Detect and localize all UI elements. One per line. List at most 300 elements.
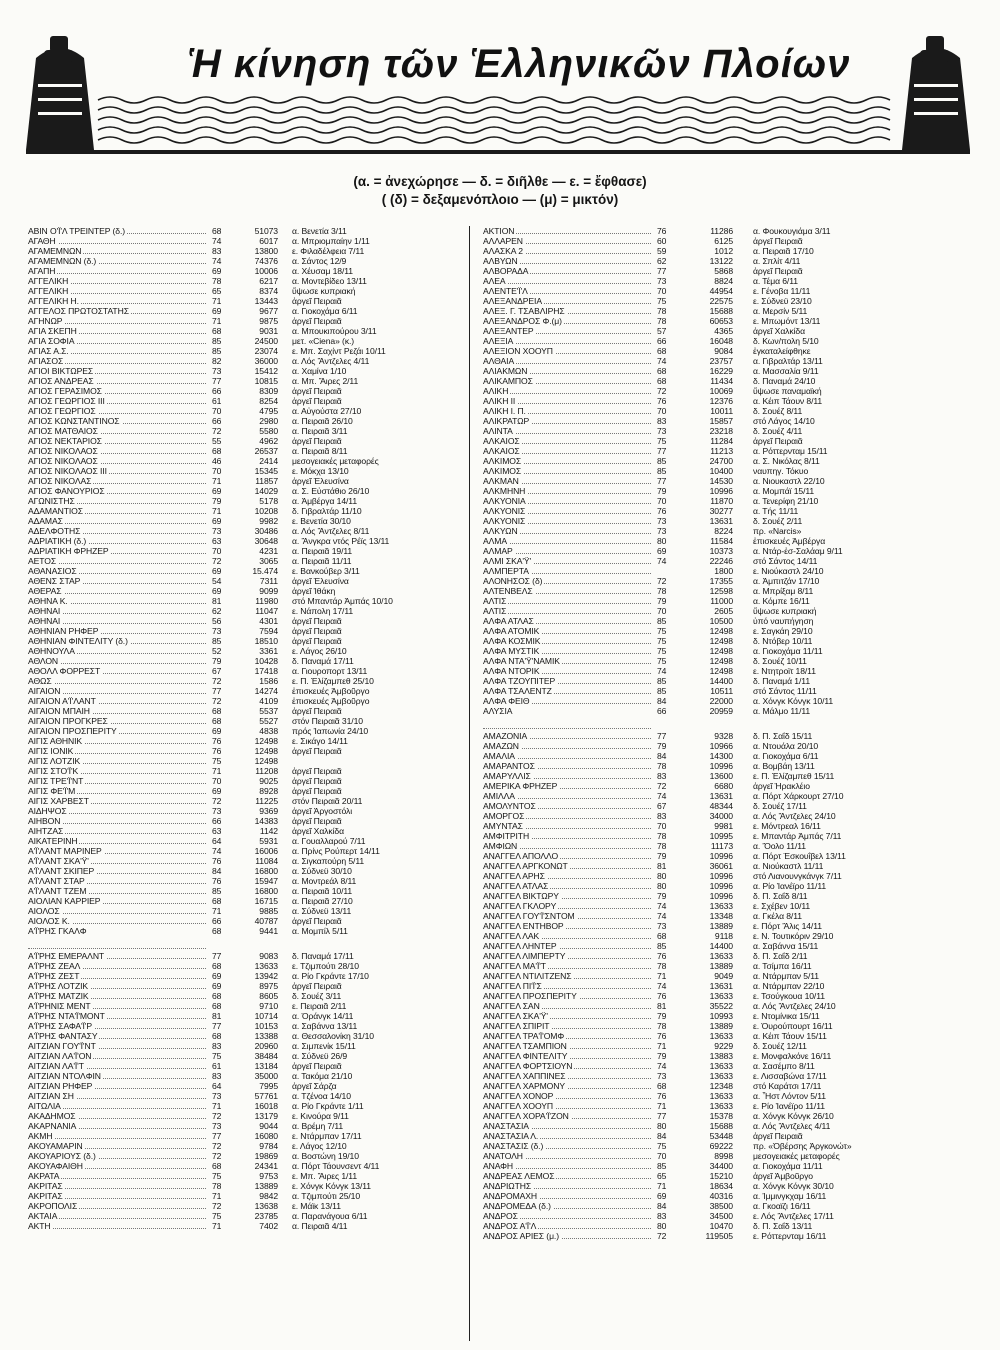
ship-name: ΑΝΑΤΟΛΗ (483, 1151, 653, 1161)
ship-name: ΑΛΜΑ (483, 536, 653, 546)
ship-tonnage: 13122 (709, 256, 733, 266)
ship-row (483, 1101, 953, 1111)
ship-row (28, 776, 458, 786)
ship-status: ε. Μόκχα 13/10 (292, 466, 349, 476)
ship-status: ε. Βανκούβερ 3/11 (292, 566, 360, 576)
ship-name: ΑΛΕΞΑΝΔΡΕΙΑ (483, 296, 653, 306)
ship-year: 75 (657, 626, 667, 636)
ship-row (28, 1071, 458, 1081)
ship-row (483, 901, 953, 911)
ship-name: ΑΓΙΑ ΣΚΕΠΗ (28, 326, 208, 336)
ship-status: ἀργεῖ Πειραιᾶ (292, 746, 342, 756)
ship-year: 74 (657, 556, 667, 566)
ship-year: 68 (212, 961, 222, 971)
ship-status: ε. Σικάγο 14/11 (292, 736, 348, 746)
ship-tonnage: 8309 (259, 386, 278, 396)
ship-tonnage: 9118 (714, 931, 733, 941)
ship-tonnage: 69222 (709, 1141, 733, 1151)
ship-year: 70 (212, 546, 222, 556)
ship-row (483, 851, 953, 861)
ship-year: 75 (657, 636, 667, 646)
ship-name: ΑΔΡΙΑΤΙΚΗ (δ.) (28, 536, 208, 546)
ship-row (483, 476, 953, 486)
ship-row (483, 731, 953, 741)
ship-row (28, 1151, 458, 1161)
ship-status: α. Χέυσαμ 18/11 (292, 266, 353, 276)
ship-tonnage: 53448 (709, 1131, 733, 1141)
ship-tonnage: 9710 (259, 1001, 278, 1011)
ship-name: ΑΛΚΙΜΟΣ (483, 466, 653, 476)
ship-year: 56 (212, 616, 222, 626)
ship-row (28, 496, 458, 506)
ship-row (483, 831, 953, 841)
ship-status: δ. Σουέζ 8/11 (753, 406, 803, 416)
ship-status: ἀργεῖ Πειραιᾶ (292, 616, 342, 626)
ship-row (483, 586, 953, 596)
ship-status: ἀργεῖ Πειραιᾶ (292, 816, 342, 826)
ship-status: α. Πειραιᾶ 26/10 (292, 416, 353, 426)
ship-status: ἀργεῖ Χαλκίδα (753, 326, 805, 336)
ship-name: ΑΝΑΓΓΕΛ ΣΠΙΡΙΤ (483, 1021, 653, 1031)
ship-name: ΑΙΟΛΟΣ (28, 906, 208, 916)
ship-tonnage: 34000 (709, 811, 733, 821)
ship-row (28, 686, 458, 696)
ship-year: 76 (657, 991, 667, 1001)
ship-name: ΑΛΦΑ ΝΤΑ'Ϋ'ΝΑΜΙΚ (483, 656, 653, 666)
ship-row (483, 1131, 953, 1141)
ship-year: 85 (657, 466, 667, 476)
ship-row (483, 316, 953, 326)
ship-name: ΑΛΚΥΟΝΙΣ (483, 506, 653, 516)
ship-name: ΑΛΚΥΩΝ (483, 526, 653, 536)
ship-status: α. Σ. Νικόλας 8/11 (753, 456, 820, 466)
ship-row (483, 336, 953, 346)
ship-row (483, 1191, 953, 1201)
ship-tonnage: 13889 (709, 961, 733, 971)
ship-status: ἀργεῖ Ἰθάκη (292, 586, 336, 596)
ship-status: ε. Χόνγκ Κόνγκ 13/11 (292, 1181, 371, 1191)
ship-year: 77 (657, 1111, 667, 1121)
ship-year: 69 (212, 971, 222, 981)
ship-status: ἀργεῖ Πειραιᾶ (292, 776, 342, 786)
ship-year: 78 (657, 1021, 667, 1031)
ship-year: 69 (657, 1191, 667, 1201)
ship-status: α. Γιβραλτάρ 13/11 (753, 356, 823, 366)
ship-name: Α'Ϊ'ΛΑΝΤ ΜΑΡΙΝΕΡ (28, 846, 208, 856)
ship-tonnage: 14300 (709, 751, 733, 761)
ship-tonnage: 16800 (254, 886, 278, 896)
ship-year: 70 (657, 821, 667, 831)
ship-year: 71 (657, 1041, 667, 1051)
ship-name: ΑΓΙΟΣ ΓΕΡΑΣΙΜΟΣ (28, 386, 208, 396)
ship-status: α. Θεσσαλονίκη 31/10 (292, 1031, 374, 1041)
ship-status: α. Μομπάϊ 15/11 (753, 486, 815, 496)
ship-row (28, 1041, 458, 1051)
ship-row (483, 931, 953, 941)
ship-status: α. Τσίμπα 16/11 (753, 961, 812, 971)
ship-year: 62 (657, 256, 667, 266)
ship-row (483, 236, 953, 246)
ship-tonnage: 11225 (255, 796, 278, 806)
ship-tonnage: 11434 (710, 376, 733, 386)
ship-tonnage: 5931 (259, 836, 278, 846)
ship-name: ΑΜΑΛΙΑ (483, 751, 653, 761)
ship-status: α. Βομβάη 13/11 (753, 761, 815, 771)
ship-tonnage: 10400 (709, 466, 733, 476)
ship-tonnage: 8824 (714, 276, 733, 286)
ship-status: α. Ρόττερνταμ 15/11 (753, 446, 828, 456)
ship-status: μεσογειακές μεταφορές (292, 456, 379, 466)
ship-year: 81 (212, 596, 222, 606)
ship-tonnage: 8928 (259, 786, 278, 796)
ship-name: ΑΓΙΟΣ ΓΕΩΡΓΙΟΣ (28, 406, 208, 416)
ship-status: α. Ὄολο 11/11 (753, 841, 806, 851)
ship-status: ε. Βενετία 30/10 (292, 516, 351, 526)
ship-row (28, 756, 458, 766)
ship-tonnage: 10993 (709, 1011, 733, 1021)
ship-status: ε. Λισσαβώνα 17/11 (753, 1071, 827, 1081)
ship-year: 78 (657, 306, 667, 316)
ship-status: α. Πειραιᾶ 8/11 (292, 446, 348, 456)
ship-row (28, 1181, 458, 1191)
ship-status: α. Ρίο Γκράντε 1/11 (292, 1101, 364, 1111)
ship-status: α. Μερσίν 5/11 (753, 306, 808, 316)
ship-status: α. Σασέμπο 8/11 (753, 1061, 815, 1071)
ship-name: ΑΙΓΙΣ ΙΟΝΙΚ (28, 746, 208, 756)
ship-status: α. Τακόμα 21/10 (292, 1071, 353, 1081)
ship-status: ε. Ρίο Ἰανέϊρο 11/11 (753, 1101, 825, 1111)
ship-year: 73 (212, 366, 222, 376)
ship-tonnage: 35000 (254, 1071, 278, 1081)
ship-tonnage: 12598 (709, 586, 733, 596)
ship-name: ΑΛΘΑΙΑ (483, 356, 653, 366)
ship-row (483, 1021, 953, 1031)
ship-row (28, 676, 458, 686)
ship-name: ΑΚΤΑΙΑ (28, 1211, 208, 1221)
ship-name: ΑΜΑΡΥΛΛΙΣ (483, 771, 653, 781)
ship-row (483, 516, 953, 526)
ship-status: α. Ρίο Γκράντε 17/10 (292, 971, 369, 981)
ship-name: ΑΛΦΑ ΚΟΣΜΙΚ (483, 636, 653, 646)
ship-status (278, 756, 458, 766)
ship-row (28, 856, 458, 866)
ship-year: 68 (212, 896, 222, 906)
ship-status: ἀργεῖ Πειραιᾶ (292, 981, 342, 991)
ship-row (28, 906, 458, 916)
ship-status: ε. Τζιμπούτι 28/10 (292, 961, 359, 971)
ship-row (28, 991, 458, 1001)
ship-row (28, 276, 458, 286)
ship-status: δ. Παναμά 1/11 (753, 676, 810, 686)
ship-status: δ. Ντόβερ 10/11 (753, 636, 813, 646)
ship-row (483, 226, 953, 236)
ship-status: α. Ὀράνγκ 14/11 (292, 1011, 354, 1021)
ship-name: ΑΙΔΗΨΟΣ (28, 806, 208, 816)
ship-status: α. Σάντος 12/9 (292, 256, 347, 266)
ship-row (28, 296, 458, 306)
ship-name: ΑΙΤΖΙΑΝ ΝΤΟΛΦΙΝ (28, 1071, 208, 1081)
ship-tonnage: 10996 (709, 761, 733, 771)
ship-year: 75 (212, 1211, 222, 1221)
ship-status: α. Κόμπε 16/11 (753, 596, 810, 606)
ship-status: ἀργεῖ Πειραιᾶ (292, 1061, 342, 1071)
ship-row (28, 636, 458, 646)
ship-name: Α'Ϊ'ΛΑΝΤ ΣΚΙΠΕΡ (28, 866, 208, 876)
ship-status: δ. Σουέζ 10/11 (753, 656, 807, 666)
ship-tonnage: 4231 (259, 546, 278, 556)
ship-year: 77 (657, 476, 667, 486)
ship-row (28, 576, 458, 586)
legend-line-1: (α. = ἀνεχώρησε — δ. = διῆλθε — ε. = ἔφθασε) (353, 174, 647, 189)
ship-tonnage: 34400 (709, 1161, 733, 1171)
ship-tonnage: 14530 (709, 476, 733, 486)
ship-row (28, 646, 458, 656)
ship-name: ΑΛΤΕΝΒΕΛΣ (483, 586, 653, 596)
ship-year: 66 (657, 336, 667, 346)
ship-year: 70 (212, 406, 222, 416)
ship-status: ε. Ν. Τουτικόριν 29/10 (753, 931, 834, 941)
ship-row (28, 656, 458, 666)
ship-year: 78 (212, 1181, 222, 1191)
ship-tonnage: 23074 (254, 346, 278, 356)
ship-status: α. Πόρτ Τάουνσεντ 4/11 (292, 1161, 380, 1171)
ship-year: 71 (212, 506, 222, 516)
ship-tonnage: 10815 (254, 376, 278, 386)
ship-row (28, 1201, 458, 1211)
ship-year: 72 (212, 1151, 222, 1161)
ship-row (483, 626, 953, 636)
ship-status: α. Ντουάλα 20/10 (753, 741, 819, 751)
ship-tonnage: 12498 (709, 636, 733, 646)
ship-status: α. Σαβάννα 13/11 (292, 1021, 358, 1031)
ship-tonnage: 6680 (714, 781, 733, 791)
ship-tonnage: 4109 (259, 696, 278, 706)
ship-name: ΑΘΩΣ (28, 676, 208, 686)
ship-name: ΑΓΙΟΣ ΑΝΔΡΕΑΣ (28, 376, 208, 386)
ship-tonnage: 10714 (254, 1011, 278, 1021)
ship-year: 75 (212, 1051, 222, 1061)
ship-year: 70 (657, 1151, 667, 1161)
ship-tonnage: 8374 (259, 286, 278, 296)
ship-status: ε. Σχέβεν 10/11 (753, 901, 811, 911)
column-divider (469, 226, 470, 1341)
ship-tonnage: 24500 (254, 336, 278, 346)
ship-row (28, 466, 458, 476)
ship-status: δ. Π. Σαΐδ 2/11 (753, 951, 808, 961)
ship-status: ε. Ὀυρούπουρτ 16/11 (753, 1021, 833, 1031)
ship-name: ΑΝΑΓΓΕΛ ΛΗΝΤΕΡ (483, 941, 653, 951)
ship-year: 74 (657, 981, 667, 991)
ship-name: ΑΘΗΝΑΙ (28, 606, 208, 616)
ship-row (483, 306, 953, 316)
ship-row (28, 376, 458, 386)
ship-tonnage: 22575 (709, 296, 733, 306)
ship-status: δ. Σουέζ 12/11 (753, 1041, 807, 1051)
ship-tonnage: 9328 (714, 731, 733, 741)
ship-status: ἀργεῖ Πειραιᾶ (292, 316, 342, 326)
ship-tonnage: 13600 (709, 771, 733, 781)
ship-year: 60 (657, 236, 667, 246)
ship-name: ΑΛΚΜΗΝΗ (483, 486, 653, 496)
ship-row (483, 466, 953, 476)
ship-tonnage: 3065 (259, 556, 278, 566)
ship-name: ΑΚΟΥΑΡΙΟΥΣ (δ.) (28, 1151, 208, 1161)
ship-status: ἀργεῖ Πειραιᾶ (292, 296, 342, 306)
ship-row (483, 406, 953, 416)
ship-year: 78 (657, 841, 667, 851)
ship-name: ΑΓΩΝΙΣΤΗΣ (28, 496, 208, 506)
ship-row (483, 686, 953, 696)
ship-row (483, 366, 953, 376)
ship-year: 75 (657, 436, 667, 446)
ship-tonnage: 7402 (259, 1221, 278, 1231)
ship-name: ΑΘΗΝΟΥΛΑ (28, 646, 208, 656)
ship-row (483, 741, 953, 751)
ship-row (483, 801, 953, 811)
ship-name: ΑΝΑΓΓΕΛ ΧΟΡΑ'Ϊ'ΖΟΝ (483, 1111, 653, 1121)
ship-tonnage: 5178 (259, 496, 278, 506)
ship-tonnage: 6125 (714, 236, 733, 246)
ship-tonnage: 30486 (254, 526, 278, 536)
ship-row (483, 871, 953, 881)
ship-status: α. Γιουροπορτ 13/11 (292, 666, 368, 676)
ship-row (28, 1121, 458, 1131)
ship-status: α. Σαβάννα 15/11 (753, 941, 819, 951)
ship-year: 72 (212, 796, 222, 806)
ship-name: ΑΜΑΡΑΝΤΟΣ (483, 761, 653, 771)
ship-tonnage: 9875 (259, 316, 278, 326)
ship-tonnage: 4962 (259, 436, 278, 446)
ship-row (28, 846, 458, 856)
ship-status: ἀργεῖ Πειραιᾶ (292, 916, 342, 926)
ship-name: ΑΛΕΞ. Γ. ΤΣΑΒΛΙΡΗΣ (483, 306, 653, 316)
ship-row (28, 446, 458, 456)
ship-status: α. Λός Ἄντζελες 4/11 (753, 1121, 831, 1131)
ship-tonnage: 40787 (254, 916, 278, 926)
ship-row (483, 356, 953, 366)
ship-name: ΑΓΙΑ ΣΟΦΙΑ (28, 336, 208, 346)
ship-tonnage: 10011 (710, 406, 733, 416)
ship-tonnage: 5868 (714, 266, 733, 276)
ship-status: ἀργεῖ Πειραιᾶ (753, 436, 803, 446)
ship-status: στό Καράτσι 17/11 (753, 1081, 822, 1091)
ship-year: 69 (212, 566, 222, 576)
ship-row (483, 606, 953, 616)
ship-year: 52 (212, 646, 222, 656)
ship-status: ε. Ρόττερνταμ 16/11 (753, 1231, 827, 1241)
ship-year: 79 (657, 1051, 667, 1061)
ship-tonnage: 12376 (709, 396, 733, 406)
ship-tonnage: 12498 (709, 656, 733, 666)
ship-year: 77 (212, 1021, 222, 1031)
ship-year: 78 (657, 831, 667, 841)
ship-name: ΑΓΓΕΛΙΚΗ Η. (28, 296, 208, 306)
ship-tonnage: 9031 (259, 326, 278, 336)
ship-row (483, 286, 953, 296)
ship-status: α. Ἄνγκρα ντός Ρέϊς 13/11 (292, 536, 390, 546)
ship-year: 71 (212, 476, 222, 486)
ship-year: 85 (657, 456, 667, 466)
ship-name: ΑΛΛΑΡΕΝ (483, 236, 653, 246)
ship-name: ΑΝΑΓΓΕΛ ΛΙΜΠΕΡΤΥ (483, 951, 653, 961)
ship-year: 81 (657, 1001, 667, 1011)
ship-tonnage: 1012 (714, 246, 733, 256)
ship-status: α. Λός Ἄντζελες 8/11 (292, 526, 370, 536)
ship-row (483, 536, 953, 546)
ship-status: α. Ντάρμπαν 22/10 (753, 981, 825, 991)
ship-row (483, 346, 953, 356)
ship-name: Α'Ϊ'ΛΑΝΤ ΣΤΑΡ (28, 876, 208, 886)
ship-year: 69 (212, 726, 222, 736)
ship-year: 76 (212, 746, 222, 756)
ship-status: ὕψωσε παναμαϊκή (753, 386, 822, 396)
ship-row (28, 536, 458, 546)
ship-year: 73 (212, 1091, 222, 1101)
ship-row (28, 786, 458, 796)
ship-name: ΑΝΔΡΟΣ (483, 1211, 653, 1221)
ship-name: ΑΘΗΝΙΑΝ ΡΗΦΕΡ (28, 626, 208, 636)
ship-year: 68 (212, 326, 222, 336)
ship-status: α. Ντάρ-ἐσ-Σαλάαμ 9/11 (753, 546, 843, 556)
ship-name: ΑΛΜΑΡ (483, 546, 653, 556)
ship-year: 80 (657, 871, 667, 881)
ship-name: ΑΝΑΓΓΕΛ ΦΙΝΤΕΛΙΤΥ (483, 1051, 653, 1061)
ship-row (483, 266, 953, 276)
ship-tonnage: 14400 (709, 676, 733, 686)
ship-year: 85 (657, 676, 667, 686)
ship-year: 72 (657, 386, 667, 396)
ship-year: 83 (657, 771, 667, 781)
ship-tonnage: 10428 (254, 656, 278, 666)
ship-year: 68 (212, 926, 222, 936)
ship-year: 84 (657, 1201, 667, 1211)
ship-year: 85 (212, 336, 222, 346)
ship-name: ΑΚΑΔΗΜΟΣ (28, 1111, 208, 1121)
ship-tonnage: 57761 (254, 1091, 278, 1101)
ship-status: ε. Σύδνεϋ 23/10 (753, 296, 812, 306)
ship-status: α. Μπουκιπούρου 3/11 (292, 326, 377, 336)
ship-name: ΑΚΡΑΤΑ (28, 1171, 208, 1181)
ship-tonnage: 19869 (254, 1151, 278, 1161)
ship-row (28, 476, 458, 486)
ship-tonnage: 15688 (709, 1121, 733, 1131)
ship-row (28, 316, 458, 326)
ship-name: ΑΓΙΑΣ Α.Σ. (28, 346, 208, 356)
ship-tonnage: 36000 (254, 356, 278, 366)
ship-tonnage: 10966 (709, 741, 733, 751)
ship-tonnage: 12348 (709, 1081, 733, 1091)
ship-tonnage: 13633 (709, 1091, 733, 1101)
ship-status: πρ. «Narcis» (753, 526, 802, 536)
ship-tonnage: 15412 (254, 366, 278, 376)
ship-status: α. Χαμίνα 1/10 (292, 366, 347, 376)
ship-year: 72 (657, 781, 667, 791)
ship-name: ΑΓΙΟΣ ΓΕΩΡΓΙΟΣ III (28, 396, 208, 406)
ship-row (28, 666, 458, 676)
ship-tonnage: 17355 (709, 576, 733, 586)
ship-row (28, 866, 458, 876)
ship-status: α. Βρέμη 7/11 (292, 1121, 344, 1131)
ship-row (28, 1051, 458, 1061)
ship-tonnage: 9753 (259, 1171, 278, 1181)
ship-year: 59 (657, 246, 667, 256)
ship-year: 46 (212, 456, 222, 466)
ship-name: Α'Ϊ'ΡΗΣ ΝΤΑ'Ϊ'ΜΟΝΤ (28, 1011, 208, 1021)
ship-tonnage: 34500 (709, 1211, 733, 1221)
ship-year: 79 (212, 656, 222, 666)
ship-tonnage: 8254 (259, 396, 278, 406)
ship-tonnage: 22000 (709, 696, 733, 706)
